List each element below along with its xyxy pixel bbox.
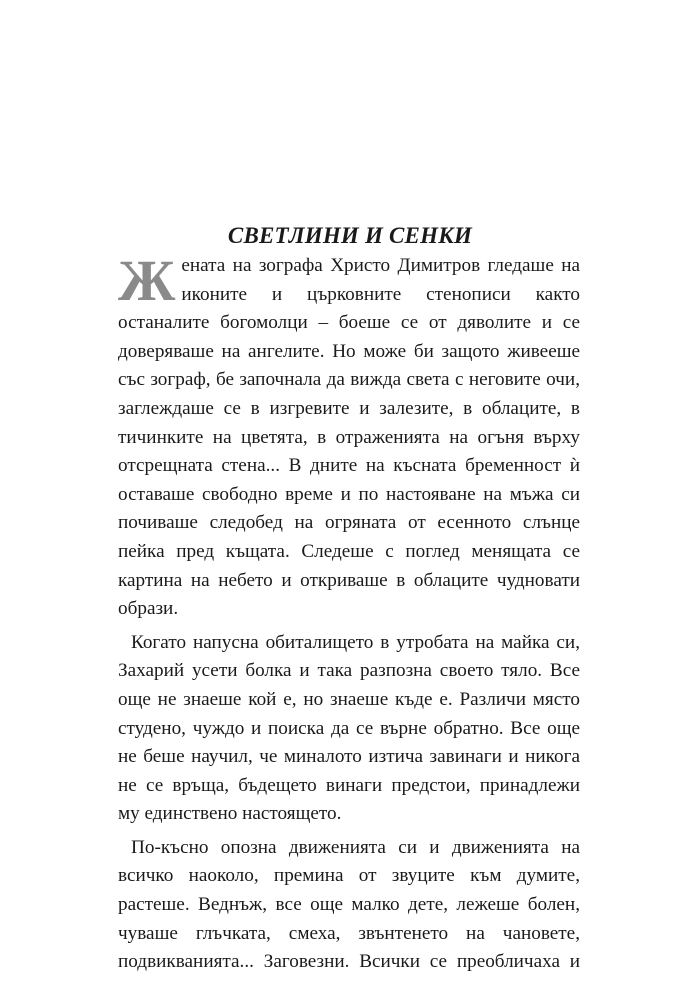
paragraph-2: Когато напусна обиталището в утробата на майка си, Захарий усети болка и така разпозна своето тяло. Все още не знаеше кой е, но знаеше къде е. Различи място студено, чуждо и поиска да се върне обратно. Все още не беше научил, че миналото изтича завинаги и никога не се връща, бъдещето винаги предстои, принадлежи му единствено настоящето. bbox=[118, 631, 580, 825]
drop-cap: Ж bbox=[118, 248, 176, 313]
chapter-title: СВЕТЛИНИ И СЕНКИ bbox=[227, 223, 473, 249]
paragraph-1 bbox=[118, 248, 580, 624]
paragraph-3: По-късно опозна движенията си и движенията на всичко наоколо, премина от звуците към думите, растеше. Веднъж, все още малко дете, лежеше болен, чуваше глъчката, смеха, звънтенето на чановете, подвикванията... Заговезни. Всички се преобличаха и bbox=[118, 836, 580, 973]
body-text bbox=[118, 248, 580, 977]
paragraph-1-text: ената на зографа Христо Димитров гледаше на иконите и църковните стенописи както останалите богомолци – боеше се от дяволите и се доверяваше на ангелите. Но може би защото живееше със зограф, бе започнала да вижда света с неговите очи, заглеждаше се в изгревите и залезите, в облаците, в тичинките на цветята, в отраженията на огъня върху отсрещната стена... В дните на късната бременност ѝ оставаше свободно време и по настояване на мъжа си почиваше следобед на огряната от есенното слънце пейка пред къщата. Следеше с поглед менящата се картина на небето и откриваше в облаците чудновати образи. bbox=[118, 255, 580, 620]
